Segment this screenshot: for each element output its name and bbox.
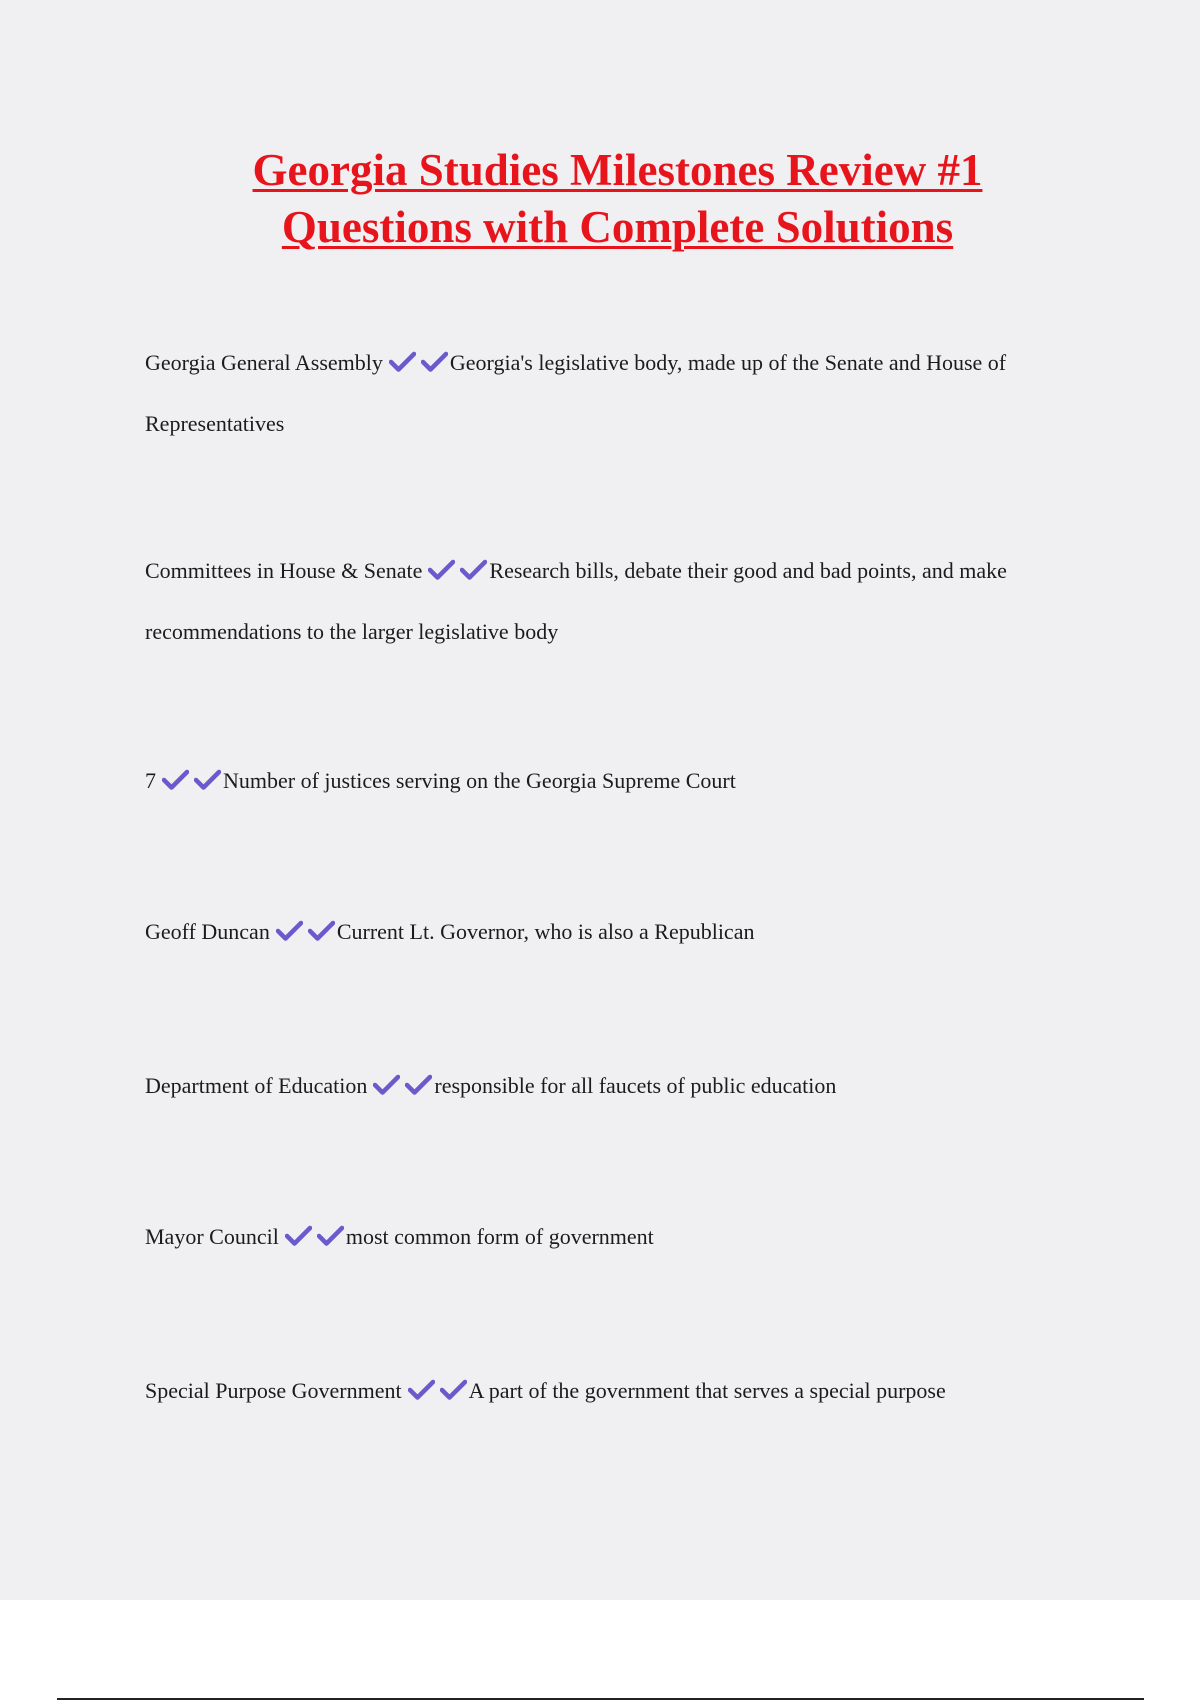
document-title bbox=[0, 142, 1200, 256]
entry-definition: Georgia's legislative body, made up of the Senate and House of Representatives bbox=[145, 350, 1007, 436]
checkmark-icon bbox=[440, 1379, 467, 1401]
entry-term: Geoff Duncan bbox=[145, 919, 270, 944]
entry-term: Committees in House & Senate bbox=[145, 558, 423, 583]
checkmark-icon bbox=[276, 920, 303, 942]
title-line-2: Questions with Complete Solutions bbox=[281, 202, 954, 252]
checkmark-icon bbox=[308, 920, 335, 942]
flashcard-entry bbox=[145, 1360, 1085, 1421]
entry-term: Special Purpose Government bbox=[145, 1378, 402, 1403]
checkmark-icon bbox=[373, 1074, 400, 1096]
checkmark-icon bbox=[285, 1225, 312, 1247]
entry-definition: responsible for all faucets of public education bbox=[434, 1073, 837, 1098]
entry-definition: most common form of government bbox=[345, 1224, 654, 1249]
entry-term: Department of Education bbox=[145, 1073, 368, 1098]
entry-definition: Research bills, debate their good and bad points, and make recommendations to the larger legislative body bbox=[145, 558, 1007, 644]
entry-definition: Number of justices serving on the Georgia Supreme Court bbox=[223, 768, 736, 793]
entry-term: Mayor Council bbox=[145, 1224, 279, 1249]
flashcard-entry bbox=[145, 1055, 1085, 1116]
flashcard-entry bbox=[145, 332, 1085, 454]
entry-definition: A part of the government that serves a special purpose bbox=[468, 1378, 946, 1403]
checkmark-icon bbox=[421, 351, 448, 373]
checkmark-icon bbox=[428, 559, 455, 581]
entry-term: 7 bbox=[145, 768, 156, 793]
checkmark-icon bbox=[162, 769, 189, 791]
checkmark-icon bbox=[405, 1074, 432, 1096]
flashcard-entry bbox=[145, 540, 1085, 662]
title-line-1: Georgia Studies Milestones Review #1 bbox=[252, 145, 983, 195]
entry-definition: Current Lt. Governor, who is also a Republican bbox=[336, 919, 755, 944]
flashcard-entry bbox=[145, 750, 1085, 811]
entry-term: Georgia General Assembly bbox=[145, 350, 383, 375]
flashcard-entry bbox=[145, 901, 1085, 962]
checkmark-icon bbox=[317, 1225, 344, 1247]
checkmark-icon bbox=[389, 351, 416, 373]
checkmark-icon bbox=[194, 769, 221, 791]
checkmark-icon bbox=[460, 559, 487, 581]
checkmark-icon bbox=[408, 1379, 435, 1401]
flashcard-entry bbox=[145, 1206, 1085, 1267]
